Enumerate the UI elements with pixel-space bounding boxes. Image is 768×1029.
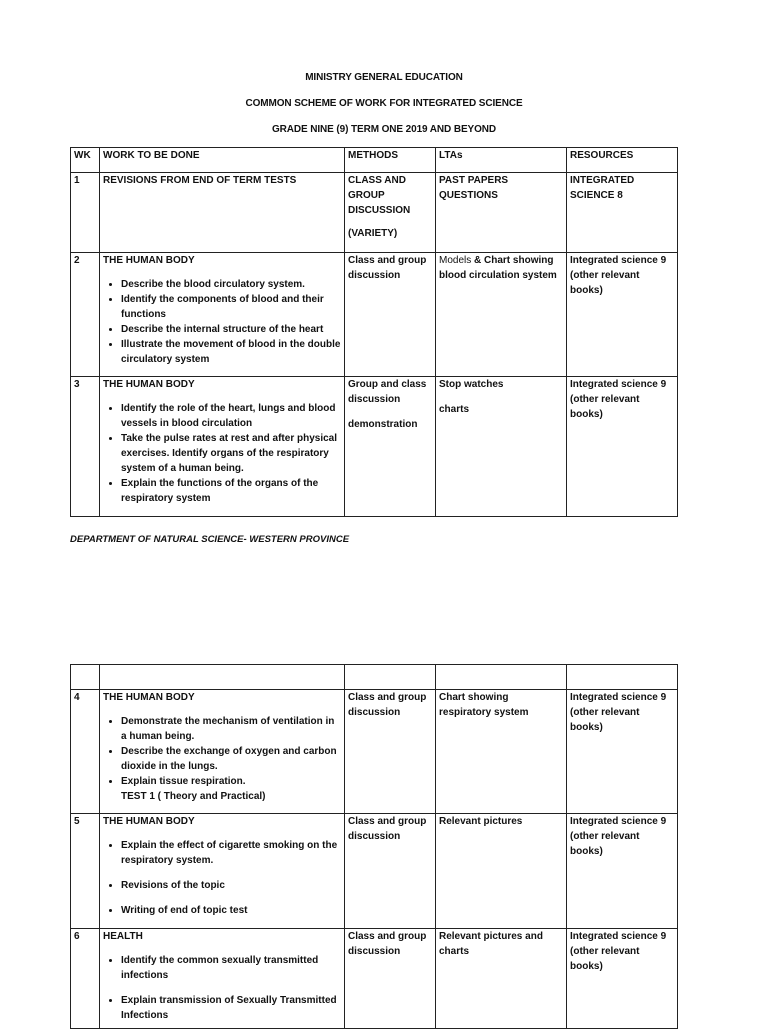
list-item: • Writing of end of topic test — [121, 903, 341, 918]
objectives-list — [103, 401, 341, 506]
scheme-title: COMMON SCHEME OF WORK FOR INTEGRATED SCIENCE — [245, 98, 523, 109]
methods-cell — [345, 173, 436, 253]
resources-cell: Integrated science 9 (other relevant books) — [567, 253, 678, 377]
ltas-extra: charts — [439, 404, 470, 415]
list-item: • Revisions of the topic — [121, 878, 341, 893]
blank-cell — [567, 665, 678, 690]
table-row — [71, 814, 678, 929]
work-topic: THE HUMAN BODY — [103, 255, 195, 266]
list-item: • Identify the common sexually transmitted infections — [121, 953, 341, 983]
test-note: TEST 1 ( Theory and Practical) — [121, 791, 266, 802]
list-item: • Describe the exchange of oxygen and carbon dioxide in the lungs. — [121, 744, 341, 774]
work-topic: HEALTH — [103, 931, 143, 942]
objectives-list — [103, 838, 341, 918]
work-cell — [100, 377, 345, 517]
blank-cell — [100, 665, 345, 690]
list-item: • Describe the blood circulatory system. — [121, 277, 341, 292]
list-item: • Take the pulse rates at rest and after physical exercises. Identify organs of the respiratory system of a human being. — [121, 431, 341, 476]
resources-cell: Integrated science 9 (other relevant books) — [567, 929, 678, 1029]
ltas-cell: PAST PAPERS QUESTIONS — [436, 173, 567, 253]
header-resources: RESOURCES — [567, 148, 678, 173]
header-ltas: LTAs — [436, 148, 567, 173]
list-item: • Illustrate the movement of blood in the double circulatory system — [121, 337, 341, 367]
ministry-heading: MINISTRY GENERAL EDUCATION — [305, 72, 463, 83]
week-number: 1 — [71, 173, 100, 253]
header-wk: WK — [71, 148, 100, 173]
table-row — [71, 253, 678, 377]
week-number: 5 — [71, 814, 100, 929]
resources-cell: Integrated science 9 (other relevant books) — [567, 377, 678, 517]
ltas-cell: Relevant pictures — [436, 814, 567, 929]
objectives-list — [103, 277, 341, 367]
list-item: • Explain the effect of cigarette smoking on the respiratory system. — [121, 838, 341, 868]
table-blank-row — [71, 665, 678, 690]
ltas-cell — [436, 253, 567, 377]
methods-cell: Class and group discussion — [345, 814, 436, 929]
ltas-prefix: Models — [439, 255, 472, 266]
list-item: • Identify the components of blood and their functions — [121, 292, 341, 322]
work-topic: REVISIONS FROM END OF TERM TESTS — [100, 173, 345, 253]
scheme-table-page2 — [70, 664, 678, 1029]
week-number: 3 — [71, 377, 100, 517]
table-row — [71, 173, 678, 253]
table-row — [71, 377, 678, 517]
list-item: • Explain transmission of Sexually Transmitted Infections — [121, 993, 341, 1023]
blank-cell — [345, 665, 436, 690]
methods-extra: demonstration — [348, 419, 418, 430]
list-item: • Describe the internal structure of the heart — [121, 322, 341, 337]
week-number: 6 — [71, 929, 100, 1029]
blank-cell — [436, 665, 567, 690]
scheme-table-page1 — [70, 147, 678, 517]
methods-extra: (VARIETY) — [348, 228, 398, 239]
week-number: 4 — [71, 690, 100, 814]
blank-cell — [71, 665, 100, 690]
resources-cell: Integrated science 9 (other relevant books) — [567, 814, 678, 929]
work-cell — [100, 929, 345, 1029]
objectives-list — [103, 953, 341, 1023]
table-row — [71, 690, 678, 814]
methods-cell: Class and group discussion — [345, 929, 436, 1029]
methods-cell — [345, 377, 436, 517]
list-item: • Explain the functions of the organs of the respiratory system — [121, 476, 341, 506]
list-item: • Explain tissue respiration. — [121, 774, 341, 789]
work-topic: THE HUMAN BODY — [103, 692, 195, 703]
resources-cell: INTEGRATED SCIENCE 8 — [567, 173, 678, 253]
work-topic: THE HUMAN BODY — [103, 816, 195, 827]
list-item: • Demonstrate the mechanism of ventilation in a human being. — [121, 714, 341, 744]
department-footer: DEPARTMENT OF NATURAL SCIENCE- WESTERN PROVINCE — [70, 534, 350, 545]
work-cell — [100, 690, 345, 814]
ltas-text: Stop watches — [439, 379, 504, 390]
methods-text: CLASS AND GROUP DISCUSSION — [348, 175, 411, 216]
week-number: 2 — [71, 253, 100, 377]
table-row — [71, 929, 678, 1029]
resources-cell: Integrated science 9 (other relevant books) — [567, 690, 678, 814]
methods-cell: Class and group discussion — [345, 253, 436, 377]
work-cell — [100, 814, 345, 929]
header-methods: METHODS — [345, 148, 436, 173]
grade-term-title: GRADE NINE (9) TERM ONE 2019 AND BEYOND — [271, 124, 497, 135]
objectives-list — [103, 714, 341, 789]
ltas-cell — [436, 377, 567, 517]
ltas-text: & Chart showing blood circulation system — [439, 255, 557, 281]
ltas-cell: Relevant pictures and charts — [436, 929, 567, 1029]
list-item: • Identify the role of the heart, lungs and blood vessels in blood circulation — [121, 401, 341, 431]
work-topic: THE HUMAN BODY — [103, 379, 195, 390]
work-cell — [100, 253, 345, 377]
ltas-cell: Chart showing respiratory system — [436, 690, 567, 814]
table-header-row — [71, 148, 678, 173]
methods-cell: Class and group discussion — [345, 690, 436, 814]
methods-text: Group and class discussion — [348, 379, 427, 405]
header-work: WORK TO BE DONE — [100, 148, 345, 173]
